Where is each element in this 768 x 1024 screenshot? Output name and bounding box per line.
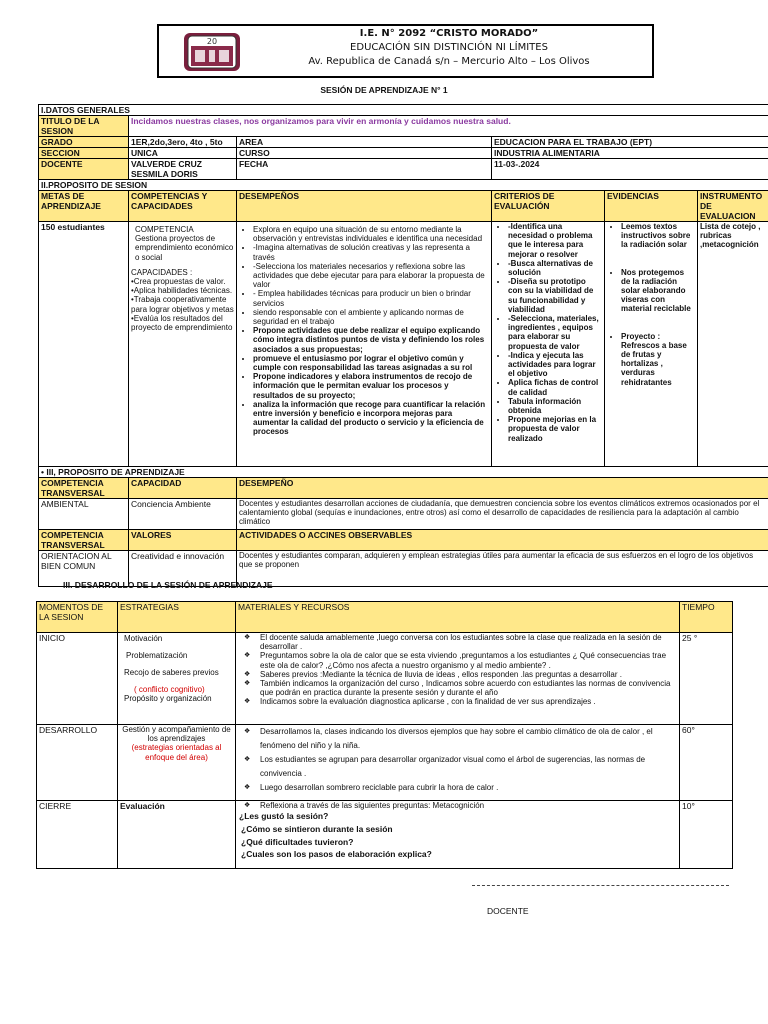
col-criterios: CRITERIOS DE EVALUACIÓN <box>492 191 605 222</box>
inicio-item: ❖ El docente saluda amablemente ,luego conversa con los estudiantes sobre la clase que realizada en la sesión de desarrollar . <box>260 633 677 651</box>
gestion-text: Gestión y acompañamiento de los aprendizajes <box>122 725 231 744</box>
bien-comun-actividad: Docentes y estudiantes comparan, adquieren y emplean estrategias útiles para aumentar la eficacia de sus esfuerzos en el logro de los objetivos que se proponen <box>237 551 768 587</box>
estrategia-item: ( conflicto cognitivo) <box>134 684 205 694</box>
inicio-item: ❖ Saberes previos :Mediante la técnica de lluvia de ideas , ellos responden .las preguntas a desarrollar . <box>260 670 677 679</box>
proposito-heading: II.PROPOSITO DE SESION <box>39 180 768 191</box>
desempeno-item: • -Imagina alternativas de solución creativas y las representa a través <box>253 243 489 261</box>
estrategia-item: Recojo de saberes previos <box>124 668 219 678</box>
ambiental-value: AMBIENTAL <box>39 499 129 530</box>
col-materiales: MATERIALES Y RECURSOS <box>236 602 680 633</box>
col-actividades: ACTIVIDADES O ACCINES OBSERVABLES <box>237 530 768 551</box>
desempeno-item: • promueve el entusiasmo por lograr el objetivo común y cumple con responsabilidad las tareas asignadas a su rol <box>253 354 489 372</box>
col-comp-transversal-2: COMPETENCIA TRANSVERSAL <box>39 530 129 551</box>
cierre-question: ¿Les gustó la sesión? <box>239 811 329 822</box>
inicio-tiempo: 25 ° <box>680 633 733 725</box>
conciencia-value: Conciencia Ambiente <box>129 499 237 530</box>
capacidad-item: •Trabaja cooperativamente para lograr objetivos y metas <box>131 295 234 314</box>
cierre-question: ¿Cómo se sintieron durante la sesión <box>241 824 393 835</box>
col-desempeno: DESEMPEÑO <box>237 478 768 499</box>
desarrollo-tiempo: 60° <box>680 725 733 801</box>
titulo-value: Incidamos nuestras clases, nos organizamos para vivir en armonía y cuidamos nuestra salud. <box>129 116 768 137</box>
desarrollo-item: ❖ Desarrollamos la, clases indicando los diversos ejemplos que hay sobre el cambio climático de ola de calor , el fenómeno del niño y la niña. <box>260 725 677 753</box>
school-crest-icon <box>183 32 241 72</box>
evidencia-item: • Leemos textos instructivos sobre la radiación solar <box>621 222 695 250</box>
cierre-question: ¿Qué dificultades tuvieron? <box>241 837 354 848</box>
titulo-label: TITULO DE LA SESION <box>39 116 129 137</box>
cierre-question: ¿Cuales son los pasos de elaboración explica? <box>241 849 432 860</box>
desempeno-item: • siendo responsable con el ambiente y aplicando normas de seguridad en el trabajo <box>253 308 489 326</box>
capacidad-item: •Aplica habilidades técnicas. <box>131 286 233 296</box>
school-address: Av. Republica de Canadá s/n – Mercurio Alto – Los Olivos <box>308 56 590 67</box>
desarrollo-heading: III. DESARROLLO DE LA SESIÓN DE APRENDIZAJE <box>63 580 273 590</box>
bien-comun-value: ORIENTACION AL BIEN COMUN <box>39 551 129 587</box>
fecha-value: 11-03-.2024 <box>492 159 768 180</box>
estrategia-item: Problematización <box>126 651 188 661</box>
col-comp-transversal: COMPETENCIA TRANSVERSAL <box>39 478 129 499</box>
cierre-materiales <box>236 801 680 869</box>
cierre-intro: ❖ Reflexiona a través de las siguientes preguntas: Metacognición <box>260 801 677 810</box>
desarrollo-item: ❖ Los estudiantes se agrupan para desarrollar organizador visual como el árbol de sugerencias, las normas de convivencia . <box>260 753 677 781</box>
grado-label: GRADO <box>39 137 129 148</box>
curso-label: CURSO <box>237 148 492 159</box>
desarrollo-item: ❖ Luego desarrollan sombrero reciclable para cubrir la hora de calor . <box>260 781 677 795</box>
general-data-table <box>38 104 768 587</box>
desempeno-item: • - Emplea habilidades técnicas para producir un bien o brindar servicios <box>253 289 489 307</box>
cierre-label: CIERRE <box>37 801 118 869</box>
col-momentos: MOMENTOS DE LA SESION <box>37 602 118 633</box>
school-motto: EDUCACIÓN SIN DISTINCIÓN NI LÍMITES <box>350 42 548 53</box>
curso-value: INDUSTRIA ALIMENTARIA <box>492 148 768 159</box>
general-heading: I.DATOS GENERALES <box>39 105 768 116</box>
seccion-label: SECCION <box>39 148 129 159</box>
desempeno-item: • Explora en equipo una situación de su entorno mediante la observación y entrevistas individuales e identifica una necesidad <box>253 225 489 243</box>
inicio-item: ❖ Preguntamos sobre la ola de calor que se esta viviendo ,preguntamos a los estudiantes ¿ Qué consecuencias trae este ola de calor? ,¿Cómo nos afecta a nuestro organismo y al medio ambiente? . <box>260 651 677 669</box>
instrumento-value: Lista de cotejo , rubricas ,metacognición <box>698 222 768 467</box>
capacidad-item: •Evalúa los resultados del proyecto de emprendimiento <box>131 313 233 333</box>
inicio-item: ❖ Indicamos sobre la evaluación diagnostica aplicarse , con la finalidad de ver sus aprendizajes . <box>260 697 677 706</box>
enfoque-text: (estrategias orientadas al enfoque del área) <box>131 743 222 762</box>
criterios-cell <box>492 222 605 467</box>
evidencia-item: • Nos protegemos de la radiación solar elaborando viseras con material reciclable <box>621 268 695 314</box>
criterio-item: • Aplica fichas de control de calidad <box>508 378 602 396</box>
session-development-table <box>36 601 733 869</box>
aprendizaje-heading: • III, PROPOSITO DE APRENDIZAJE <box>39 467 768 478</box>
col-tiempo: TIEMPO <box>680 602 733 633</box>
creatividad-value: Creatividad e innovación <box>129 551 237 587</box>
aprendizaje-heading-text: III, PROPOSITO DE APRENDIZAJE <box>46 467 185 477</box>
area-label: AREA <box>237 137 492 148</box>
inicio-item: ❖ También indicamos la organización del curso , Indicamos sobre acuerdo con estudiantes las normas de convivencia que podrán en practica durante la presente sesión y durante el año <box>260 679 677 697</box>
desempenos-cell <box>237 222 492 467</box>
col-competencias: COMPETENCIAS Y CAPACIDADES <box>129 191 237 222</box>
criterio-item: • -Diseña su prototipo con su la viabilidad de su funcionabilidad y viabilidad <box>508 277 602 314</box>
criterio-item: • Propone mejorias en la propuesta de valor realizado <box>508 415 602 443</box>
desempeno-item: • Propone actividades que debe realizar el equipo explicando cómo integra distintos puntos de vista y definiendo los roles asociados a sus propuestas; <box>253 326 489 354</box>
col-metas: METAS DE APRENDIZAJE <box>39 191 129 222</box>
criterio-item: • -Busca alternativas de solución <box>508 259 602 277</box>
capacidad-item: •Crea propuestas de valor. <box>131 277 226 287</box>
criterio-item: • Tabula información obtenida <box>508 397 602 415</box>
desempeno-item: • Propone indicadores y elabora instrumentos de recojo de información que le permitan evaluar los procesos y resultados de su proyecto; <box>253 372 489 400</box>
signature-line <box>472 885 729 886</box>
desarrollo-label: DESARROLLO <box>37 725 118 801</box>
col-estrategias: ESTRATEGIAS <box>118 602 236 633</box>
col-desempenos: DESEMPEÑOS <box>237 191 492 222</box>
cierre-tiempo: 10° <box>680 801 733 869</box>
inicio-estrategias <box>118 633 236 725</box>
desempeno-item: • analiza la información que recoge para cuantificar la relación entre inversión y beneficio e incorpora mejoras para aumentar la calidad del producto o servicio y la eficiencia de procesos <box>253 400 489 437</box>
inicio-materiales <box>236 633 680 725</box>
col-capacidad: CAPACIDAD <box>129 478 237 499</box>
school-name: I.E. N° 2092 “CRISTO MORADO” <box>359 28 539 39</box>
criterio-item: • -Identifica una necesidad o problema que le interesa para mejorar o resolver <box>508 222 602 259</box>
cierre-estrategia: Evaluación <box>118 801 236 869</box>
competencia-label: COMPETENCIA <box>135 225 194 234</box>
docente-label: DOCENTE <box>39 159 129 180</box>
col-valores: VALORES <box>129 530 237 551</box>
grado-value: 1ER,2do,3ero, 4to , 5to <box>129 137 237 148</box>
session-title: SESIÓN DE APRENDIZAJE N° 1 <box>320 85 448 95</box>
svg-text:20: 20 <box>206 37 218 46</box>
evidencias-cell <box>605 222 698 467</box>
criterio-item: • -Selecciona, materiales, ingredientes , equipos para elaborar su propuesta de valor <box>508 314 602 351</box>
fecha-label: FECHA <box>237 159 492 180</box>
col-instrumento: INSTRUMENTO DE EVALUACION <box>698 191 768 222</box>
area-value: EDUCACION PARA EL TRABAJO (EPT) <box>492 137 768 148</box>
estrategia-item: Motivación <box>124 634 163 643</box>
docente-signature-label: DOCENTE <box>487 906 529 916</box>
docente-value: VALVERDE CRUZ SESMILA DORIS <box>129 159 237 180</box>
ambiental-desempeno: Docentes y estudiantes desarrollan acciones de ciudadanía, que demuestren conciencia sobre los eventos climáticos extremos ocasionados por el calentamiento global (sequías e inundaciones, entre otros) así como el desarrollo de capacidades de resiliencia para la adaptación al cambio climático <box>237 499 768 530</box>
metas-value: 150 estudiantes <box>39 222 129 467</box>
desarrollo-materiales <box>236 725 680 801</box>
criterio-item: • -Indica y ejecuta las actividades para lograr el objetivo <box>508 351 602 379</box>
capacidades-label: CAPACIDADES : <box>131 267 193 277</box>
competencias-cell <box>129 222 237 467</box>
estrategia-item: Propósito y organización <box>124 693 212 703</box>
desempeno-item: • -Selecciona los materiales necesarios y reflexiona sobre las actividades que debe ejecutar para para elaborar la propuesta de valor <box>253 262 489 290</box>
inicio-label: INICIO <box>37 633 118 725</box>
seccion-value: UNICA <box>129 148 237 159</box>
competencia-text: Gestiona proyectos de emprendimiento económico o social <box>135 234 234 262</box>
desarrollo-estrategias <box>118 725 236 801</box>
col-evidencias: EVIDENCIAS <box>605 191 698 222</box>
evidencia-item: • Proyecto : Refrescos a base de frutas y hortalizas , verduras rehidratantes <box>621 332 695 387</box>
